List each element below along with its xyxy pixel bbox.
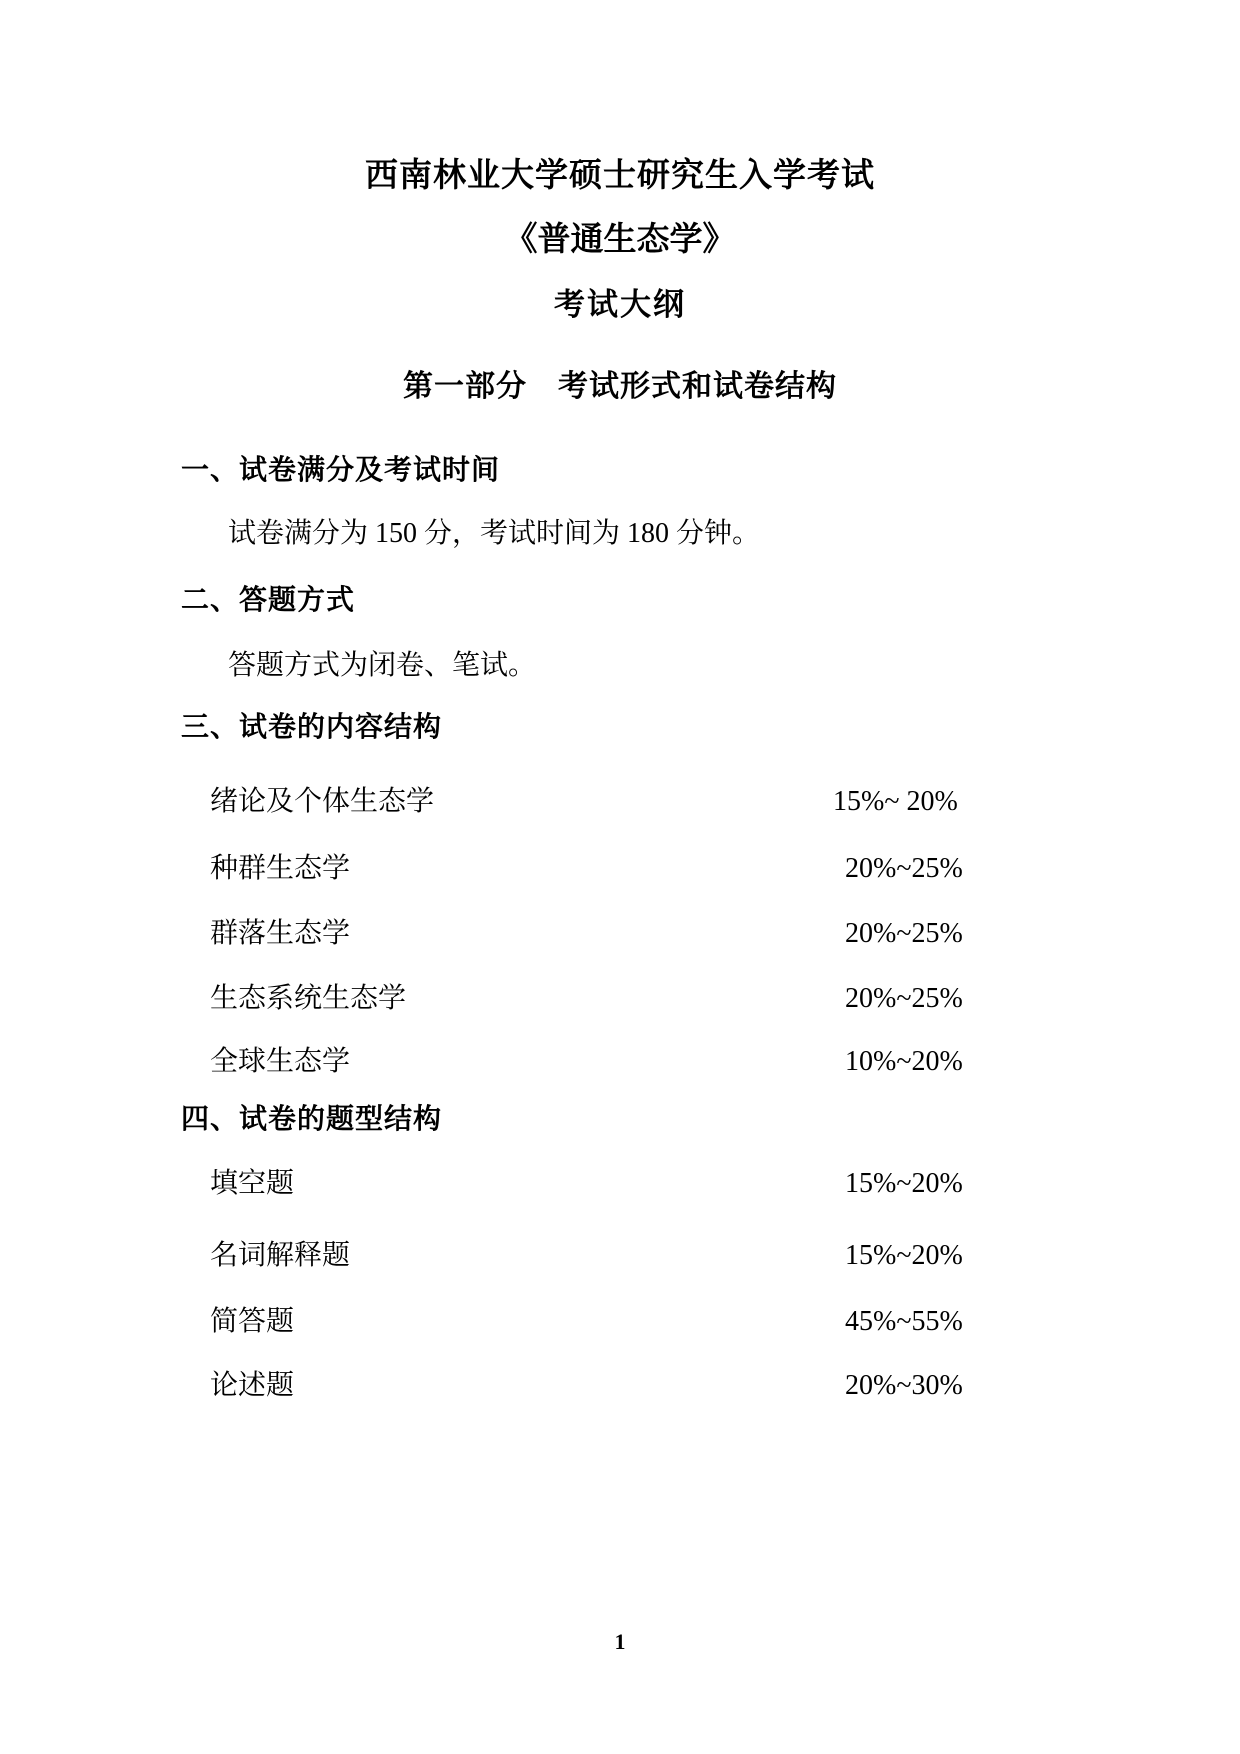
content-row-label: 群落生态学 <box>210 918 351 949</box>
section-heading-question-type-structure: 四、试卷的题型结构 <box>181 1104 443 1135</box>
question-type-label: 名词解释题 <box>210 1240 351 1271</box>
content-row-percent: 15%~ 20% <box>833 786 958 817</box>
section-body-score-and-time: 试卷满分为 150 分，考试时间为 180 分钟。 <box>228 518 761 549</box>
section-heading-score-and-time: 一、试卷满分及考试时间 <box>181 455 501 486</box>
section-heading-content-structure: 三、试卷的内容结构 <box>181 712 443 743</box>
question-type-percent: 20%~30% <box>845 1370 963 1401</box>
question-type-percent: 45%~55% <box>845 1306 963 1337</box>
question-type-label: 论述题 <box>210 1370 295 1401</box>
content-row-label: 全球生态学 <box>210 1046 351 1077</box>
content-row-percent: 20%~25% <box>845 983 963 1014</box>
section-body-answer-mode: 答题方式为闭卷、笔试。 <box>228 650 537 681</box>
question-type-label: 简答题 <box>210 1306 295 1337</box>
content-row-percent: 20%~25% <box>845 918 963 949</box>
question-type-percent: 15%~20% <box>845 1168 963 1199</box>
exam-title: 西南林业大学硕士研究生入学考试 <box>365 158 875 194</box>
part-one-heading: 第一部分 考试形式和试卷结构 <box>403 370 837 403</box>
content-row-label: 绪论及个体生态学 <box>210 786 435 817</box>
outline-title: 考试大纲 <box>554 287 686 322</box>
content-row-percent: 20%~25% <box>845 853 963 884</box>
section-heading-answer-mode: 二、答题方式 <box>181 585 356 616</box>
content-row-percent: 10%~20% <box>845 1046 963 1077</box>
content-row-label: 生态系统生态学 <box>210 983 407 1014</box>
content-row-label: 种群生态学 <box>210 853 351 884</box>
page-number: 1 <box>614 1629 626 1654</box>
course-title: 《普通生态学》 <box>504 222 736 258</box>
question-type-label: 填空题 <box>210 1168 295 1199</box>
question-type-percent: 15%~20% <box>845 1240 963 1271</box>
